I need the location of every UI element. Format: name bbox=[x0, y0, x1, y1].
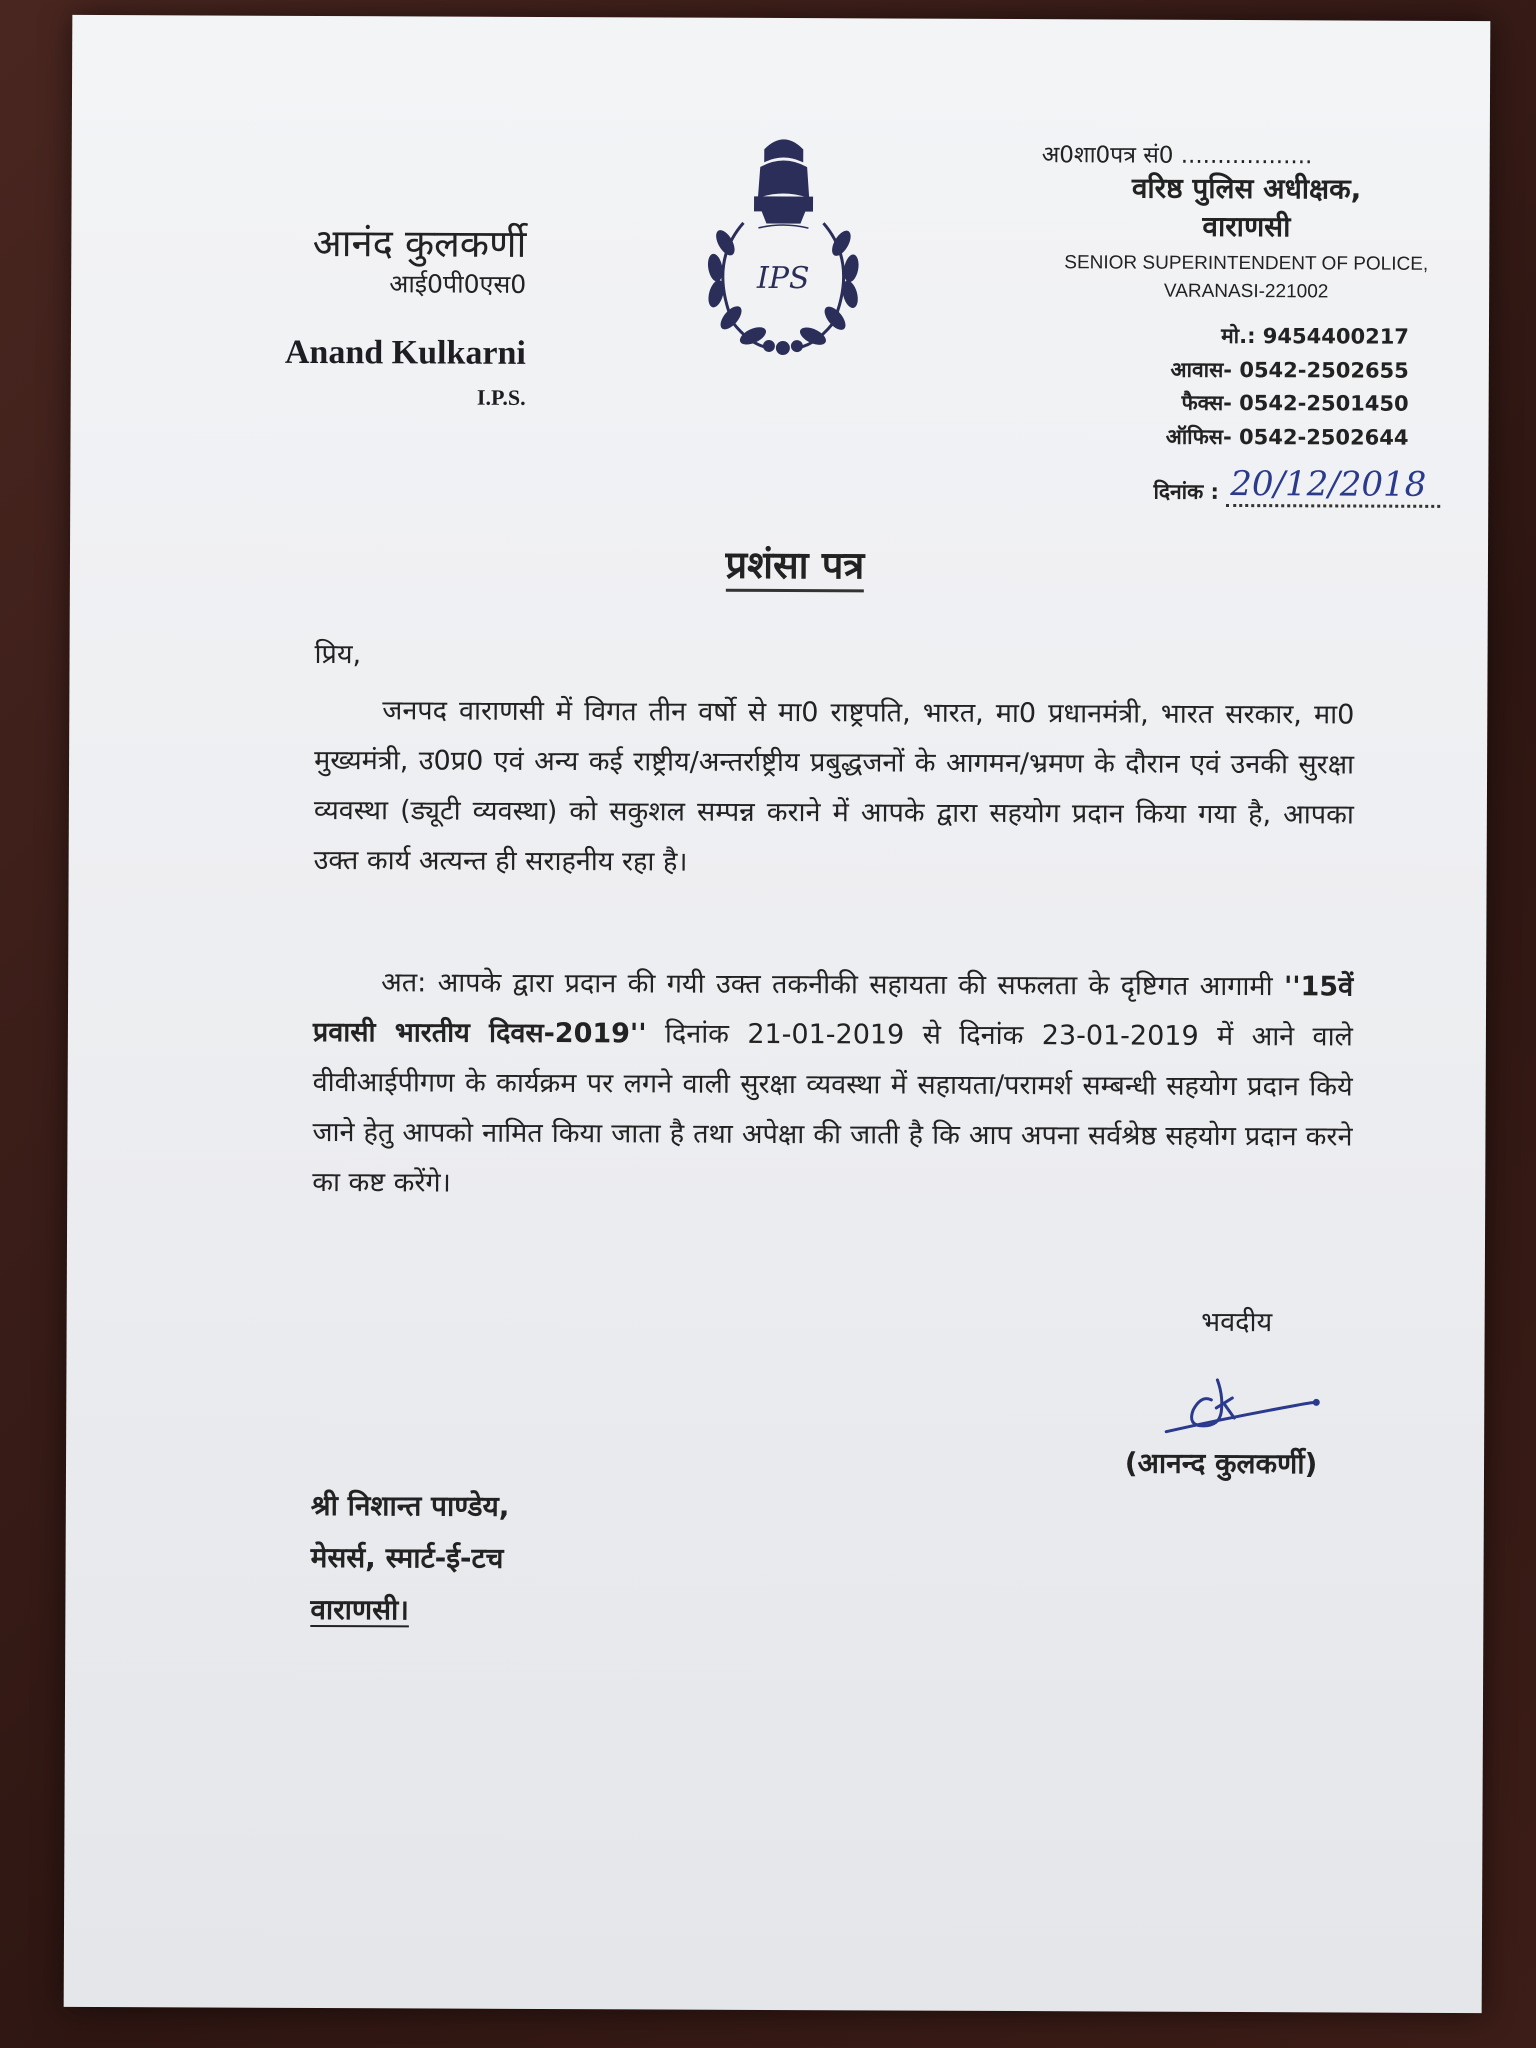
office-title-hindi-line1: वरिष्ठ पुलिस अधीक्षक, bbox=[1131, 171, 1362, 206]
letter-page bbox=[64, 15, 1491, 2013]
letter-title-text: प्रशंसा पत्र bbox=[725, 543, 864, 593]
closing-text: भवदीय bbox=[1201, 1306, 1273, 1339]
recipient-company: मेसर्स, स्मार्ट-ई-टच bbox=[310, 1540, 504, 1575]
emblem-text: IPS bbox=[756, 260, 810, 297]
paragraph-2-part2: दिनांक 21-01-2019 से दिनांक 23-01-2019 में आने वाले वीवीआईपीगण के कार्यक्रम पर लगने वाली सुरक्षा व्यवस्था में सहायता/परामर्श सम्बन्धी सहयोग प्रदान किये जाने हेतु आपको नामित किया जाता है तथा अपेक्षा की जाती है कि आप अपना सर्वश्रेष्ठ सहयोग प्रदान करने का कष्ट करेंगे। bbox=[312, 1018, 1353, 1199]
officer-service-english: I.P.S. bbox=[476, 384, 526, 410]
event-name: ''15वें प्रवासी भारतीय दिवस-2019'' bbox=[312, 971, 1354, 1050]
reference-number: अ0शा0पत्र सं0 .................. bbox=[1041, 142, 1313, 170]
contact-fax: फैक्स- 0542-2501450 bbox=[1181, 390, 1409, 416]
office-title-english-line1: SENIOR SUPERINTENDENT OF POLICE, bbox=[1064, 252, 1429, 275]
paragraph-2-part1: अत: आपके द्वारा प्रदान की गयी उक्त तकनीकी सहायता की सफलता के दृष्टिगत आगामी bbox=[381, 967, 1273, 1003]
contact-numbers bbox=[1070, 319, 1409, 454]
date-row bbox=[1070, 463, 1440, 512]
letter-title bbox=[570, 537, 1020, 591]
contact-residence: आवास- 0542-2502655 bbox=[1170, 357, 1409, 383]
signature-icon bbox=[1146, 1360, 1386, 1441]
recipient-name: श्री निशान्त पाण्डेय, bbox=[310, 1488, 510, 1523]
signer-name: (आनन्द कुलकर्णी) bbox=[1124, 1446, 1318, 1481]
paragraph-2 bbox=[312, 958, 1353, 1213]
salutation: प्रिय, bbox=[314, 638, 362, 671]
office-title-hindi-line2: वाराणसी bbox=[1202, 209, 1291, 244]
date-label: दिनांक : bbox=[1153, 479, 1220, 504]
office-title-english bbox=[1041, 249, 1451, 307]
paragraph-1 bbox=[314, 686, 1355, 891]
recipient-address bbox=[310, 1480, 509, 1637]
ips-emblem-icon bbox=[683, 128, 884, 359]
officer-name-hindi: आनंद कुलकर्णी bbox=[312, 220, 527, 266]
recipient-city: वाराणसी। bbox=[310, 1592, 410, 1627]
handwritten-date: 20/12/2018 bbox=[1226, 464, 1440, 508]
office-title-hindi bbox=[1041, 169, 1451, 247]
paragraph-1-text: जनपद वाराणसी में विगत तीन वर्षो से मा0 राष्ट्रपति, भारत, मा0 प्रधानमंत्री, भारत सरकार, मा0 मुख्यमंत्री, उ0प्र0 एवं अन्य कई राष्ट्रीय/अन्तर्राष्ट्रीय प्रबुद्धजनों के आगमन/भ्रमण के दौरान एवं उनकी सुरक्षा व्यवस्था (ड्यूटी व्यवस्था) को सकुशल सम्पन्न कराने में आपके द्वारा सहयोग प्रदान किया गया है, आपका उक्त कार्य अत्यन्त ही सराहनीय रहा है। bbox=[313, 695, 1355, 878]
contact-office: ऑफिस- 0542-2502644 bbox=[1165, 424, 1409, 450]
officer-service-hindi: आई0पी0एस0 bbox=[389, 269, 527, 299]
contact-mobile: मो.: 9454400217 bbox=[1221, 323, 1410, 349]
office-title-english-line2: VARANASI-221002 bbox=[1163, 280, 1329, 303]
officer-name-english: Anand Kulkarni bbox=[284, 333, 526, 372]
